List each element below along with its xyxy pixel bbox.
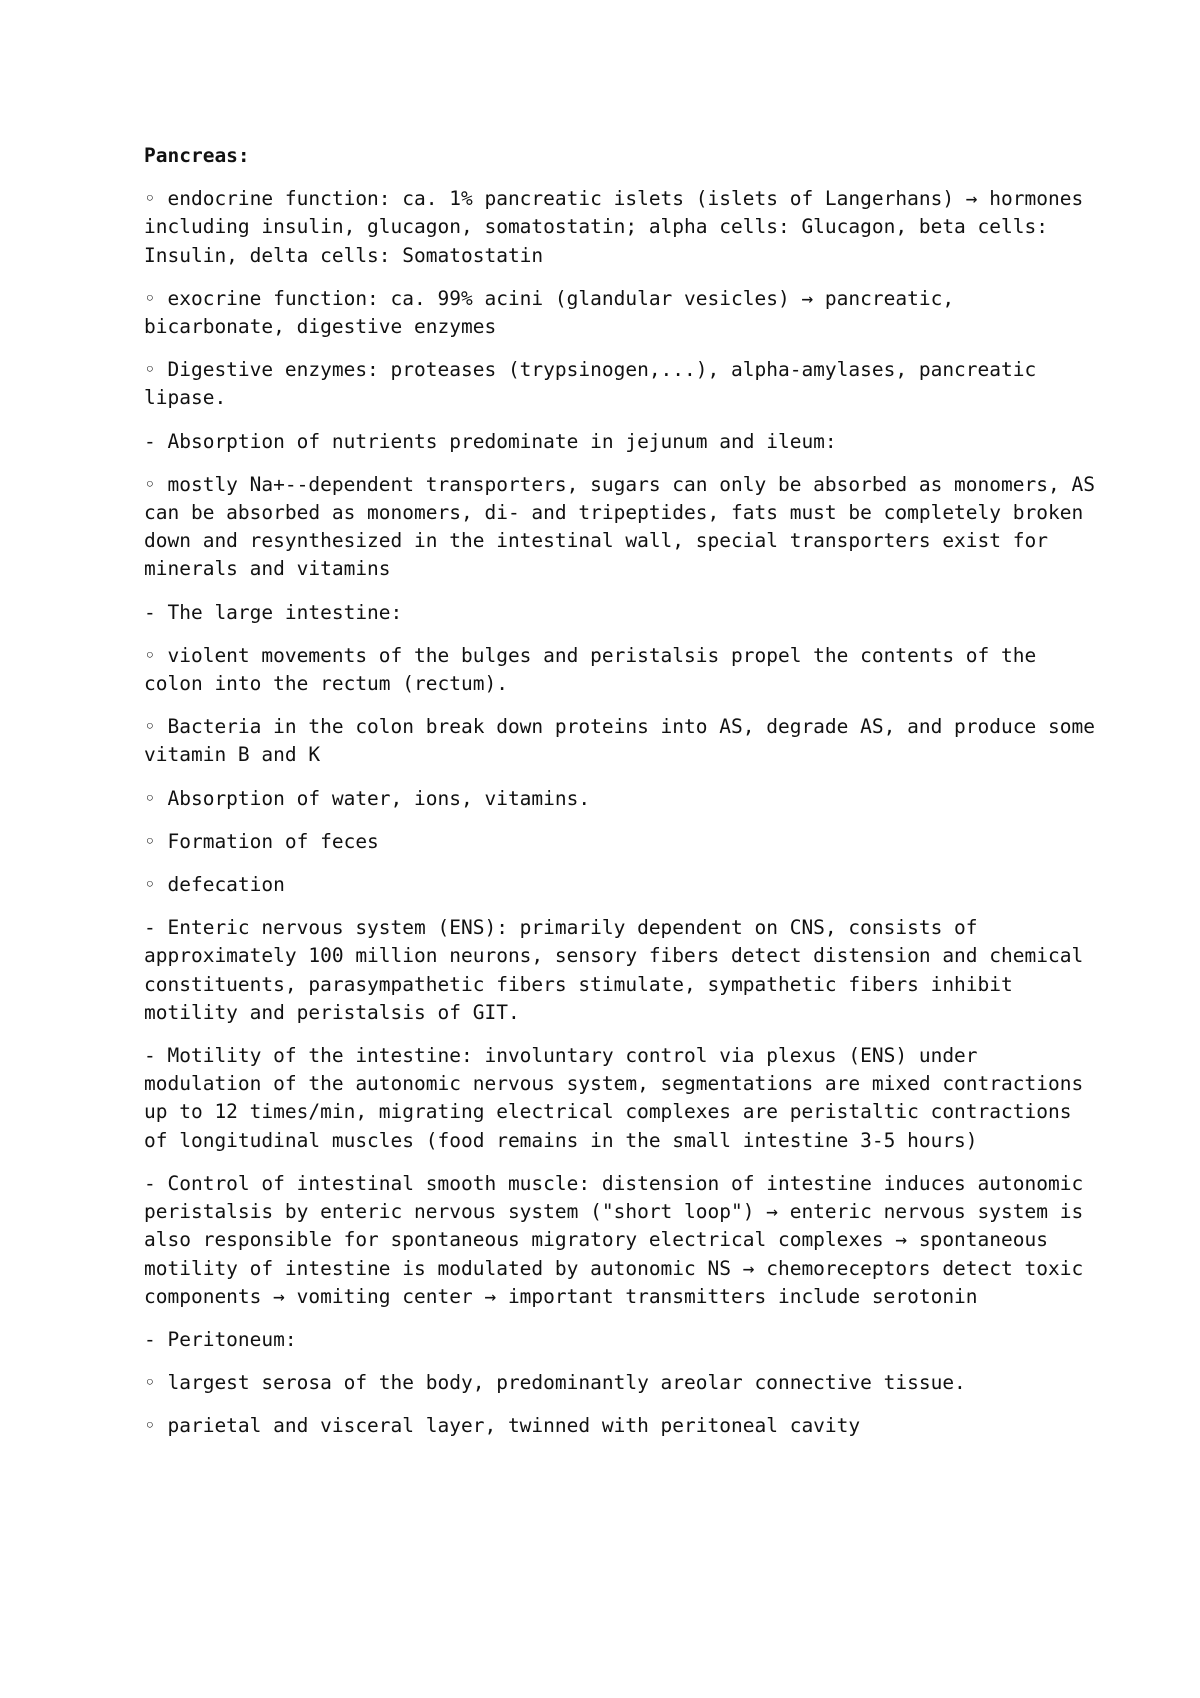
paragraph-colon-bacteria: ◦ Bacteria in the colon break down proteins into AS, degrade AS, and produce some vitamin B and K bbox=[144, 715, 1095, 767]
paragraph-absorption-heading: - Absorption of nutrients predominate in jejunum and ileum: bbox=[144, 429, 837, 453]
document-page bbox=[144, 142, 1104, 1456]
paragraph-peritoneum-heading: - Peritoneum: bbox=[144, 1327, 297, 1351]
paragraph-parietal-visceral: ◦ parietal and visceral layer, twinned with peritoneal cavity bbox=[144, 1414, 861, 1438]
paragraph-endocrine-function: ◦ endocrine function: ca. 1% pancreatic islets (islets of Langerhans) → hormones including insulin, glucagon, somatostatin; alpha cells: Glucagon, beta cells: Insulin, delta cells: Somatostatin bbox=[144, 187, 1084, 267]
paragraph-largest-serosa: ◦ largest serosa of the body, predominantly areolar connective tissue. bbox=[144, 1371, 966, 1395]
paragraph-feces-formation: ◦ Formation of feces bbox=[144, 829, 379, 853]
document-title: Pancreas: bbox=[144, 144, 250, 167]
paragraph-intestine-motility: - Motility of the intestine: involuntary control via plexus (ENS) under modulation of the autonomic nervous system, segmentations are mixed contractions up to 12 times/min, migrating electrical complexes are peristaltic contractions of longitudinal muscles (food remains in the small intestine 3-5 hours) bbox=[144, 1044, 1084, 1152]
paragraph-absorption-water: ◦ Absorption of water, ions, vitamins. bbox=[144, 786, 591, 810]
paragraph-defecation: ◦ defecation bbox=[144, 873, 285, 897]
paragraph-large-intestine-heading: - The large intestine: bbox=[144, 600, 403, 624]
paragraph-smooth-muscle-control: - Control of intestinal smooth muscle: distension of intestine induces autonomic peristalsis by enteric nervous system ("short loop") → enteric nervous system is also responsible for spontaneous migratory electrical complexes → spontaneous motility of intestine is modulated by autonomic NS → chemoreceptors detect toxic components → vomiting center → important transmitters include serotonin bbox=[144, 1171, 1084, 1308]
paragraph-digestive-enzymes: ◦ Digestive enzymes: proteases (trypsinogen,...), alpha-amylases, pancreatic lipase. bbox=[144, 358, 1037, 410]
paragraph-bulges-peristalsis: ◦ violent movements of the bulges and peristalsis propel the contents of the colon into the rectum (rectum). bbox=[144, 643, 1037, 696]
paragraph-exocrine-function: ◦ exocrine function: ca. 99% acini (glandular vesicles) → pancreatic, bicarbonate, digestive enzymes bbox=[144, 286, 955, 339]
paragraph-transporters: ◦ mostly Na+--dependent transporters, sugars can only be absorbed as monomers, AS can be absorbed as monomers, di- and tripeptides, fats must be completely broken down and resynthesized in the intestinal wall, special transporters exist for minerals and vitamins bbox=[144, 472, 1095, 581]
paragraph-enteric-nervous-system: - Enteric nervous system (ENS): primarily dependent on CNS, consists of approximately 100 million neurons, sensory fibers detect distension and chemical constituents, parasympathetic fibers stimulate, sympathetic fibers inhibit motility and peristalsis of GIT. bbox=[144, 916, 1084, 1024]
